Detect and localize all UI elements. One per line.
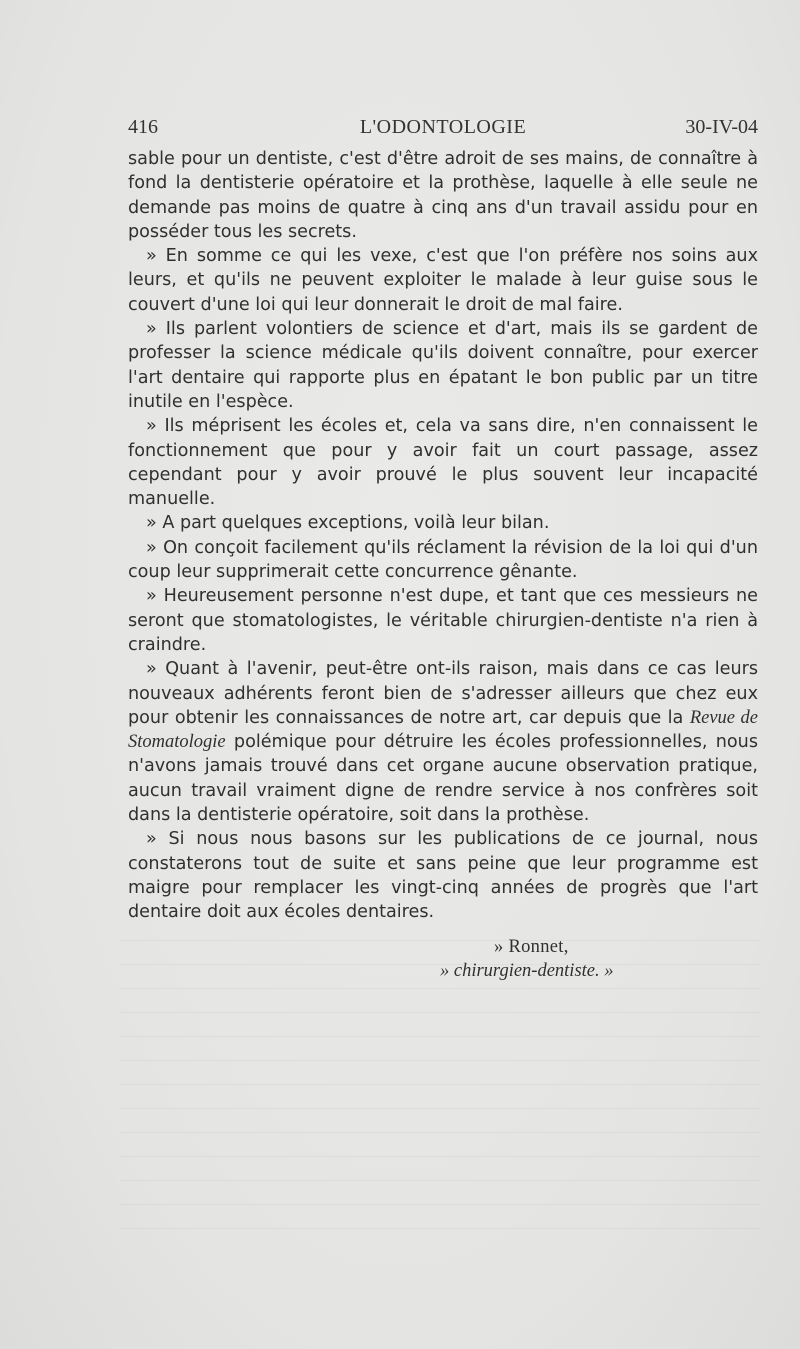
paragraph: » Ils méprisent les écoles et, cela va sans dire, n'en connaissent le fonctionnement que pour y avoir fait un court passage, assez cependant pour y avoir prouvé le plus souvent leur incapacité manuelle. xyxy=(128,416,758,510)
running-header xyxy=(128,116,758,146)
paragraph: » Heureusement personne n'est dupe, et tant que ces messieurs ne seront que stomatologistes, le véritable chirurgien-dentiste n'a rien à craindre. xyxy=(128,586,758,655)
issue-date: 30-IV-04 xyxy=(685,116,758,138)
paragraph-text: polémique pour détruire les écoles professionnelles, nous n'avons jamais trouvé dans cet organe aucune observation pratique, aucun travail vraiment digne de rendre service à nos confrères soit dans la dentisterie opératoire, soit dans la prothèse. xyxy=(128,732,758,826)
show-through-texture xyxy=(120,940,760,1240)
journal-title: Revue de Stomatologie xyxy=(128,707,758,753)
running-title: L'ODONTOLOGIE xyxy=(359,116,527,138)
paragraph: » Ils parlent volontiers de science et d'art, mais ils se gardent de professer la science médicale qu'ils doivent connaître, pour exercer l'art dentaire qui rapporte plus en épatant le bon public par un titre inutile en l'espèce. xyxy=(128,319,758,412)
paragraph-journal xyxy=(128,657,758,827)
article-body xyxy=(128,147,758,983)
paragraph: » On conçoit facilement qu'ils réclament la révision de la loi qui d'un coup leur supprimerait cette concurrence gênante. xyxy=(128,537,758,583)
paragraph: » A part quelques exceptions, voilà leur bilan. xyxy=(146,513,550,534)
signature-title: » chirurgien-dentiste. » xyxy=(440,960,614,981)
page-number: 416 xyxy=(128,116,158,138)
paragraph: » En somme ce qui les vexe, c'est que l'on préfère nos soins aux leurs, et qu'ils ne peuvent exploiter le malade à leur guise sous le couvert d'une loi qui leur donnerait le droit de mal faire. xyxy=(128,246,758,315)
paragraph-text: » Quant à l'avenir, peut-être ont-ils raison, mais dans ce cas leurs nouveaux adhérents feront bien de s'adresser ailleurs que chez eux pour obtenir les connaissances de notre art, car depuis que la xyxy=(128,659,758,728)
signature-name: » Ronnet, xyxy=(494,936,569,957)
paragraph: sable pour un dentiste, c'est d'être adroit de ses mains, de connaître à fond la dentisterie opératoire et la prothèse, laquelle à elle seule ne demande pas moins de quatre à cinq ans d'un travail assidu pour en posséder tous les secrets. xyxy=(128,149,758,242)
paragraph: » Si nous nous basons sur les publications de ce journal, nous constaterons tout de suite et sans peine que leur programme est maigre pour remplacer les vingt-cinq années de progrès que l'art dentaire doit aux écoles dentaires. xyxy=(128,829,758,923)
